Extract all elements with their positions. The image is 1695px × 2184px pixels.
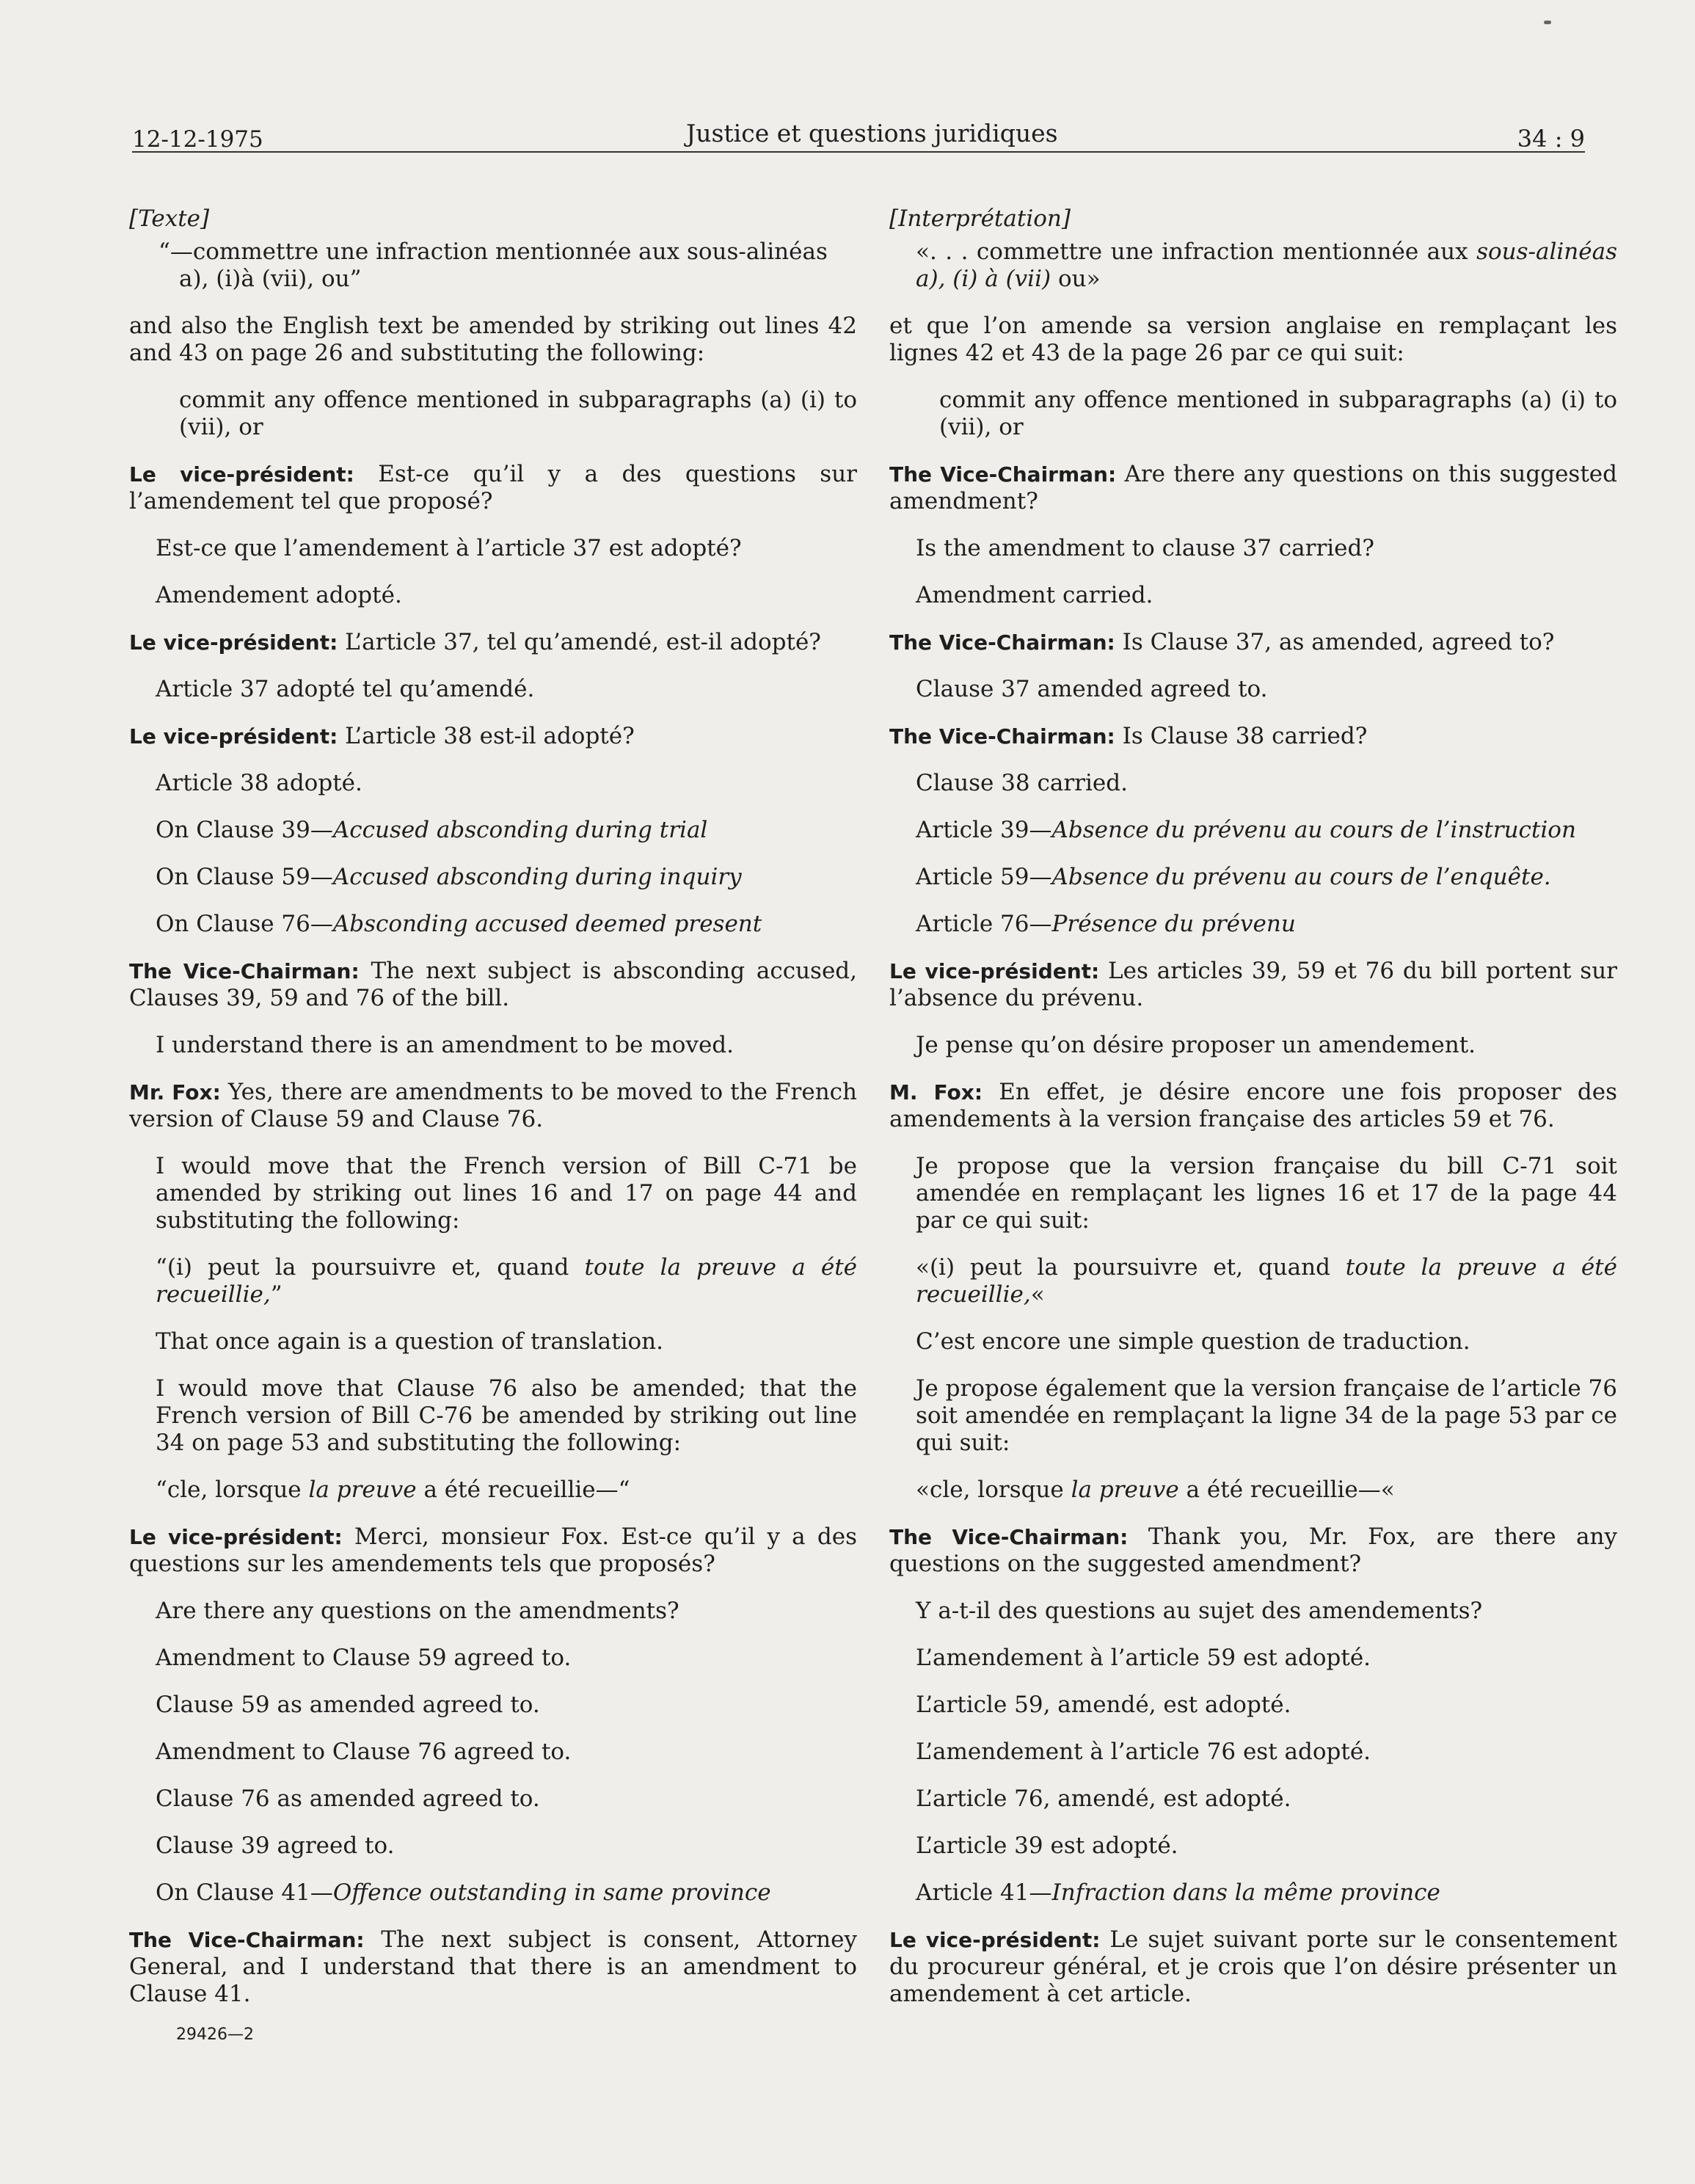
speaker-paragraph: Le vice-président: Est-ce qu’il y a des questions sur l’amendement tel que proposé? <box>129 461 857 514</box>
paragraph: L’amendement à l’article 76 est adopté. <box>916 1739 1371 1765</box>
speaker-name: The Vice-Chairman: <box>129 1928 365 1952</box>
quoted-text: «(i) peut la poursuivre et, quand toute la preuve a été recueillie,« <box>916 1254 1617 1308</box>
paragraph: I understand there is an amendment to be moved. <box>156 1032 734 1058</box>
paragraph: Clause 39 agreed to. <box>156 1832 395 1859</box>
paragraph: Amendment to Clause 76 agreed to. <box>156 1739 572 1765</box>
speaker-name: Le vice-président: <box>129 630 338 655</box>
quoted-text: “—commettre une infraction mentionnée aux sous-alinéas a), (i)à (vii), ou” <box>158 239 828 292</box>
paragraph: That once again is a question of translation. <box>156 1328 663 1355</box>
paragraph: et que l’on amende sa version anglaise en remplaçant les lignes 42 et 43 de la page 26 par ce qui suit: <box>889 313 1617 366</box>
paragraph: C’est encore une simple question de traduction. <box>916 1328 1470 1355</box>
speaker-paragraph: M. Fox: En effet, je désire encore une fois proposer des amendements à la version française des articles 59 et 76. <box>889 1079 1618 1132</box>
paragraph: Clause 76 as amended agreed to. <box>156 1786 540 1812</box>
right-column <box>889 205 1617 2028</box>
paragraph: Je propose également que la version française de l’article 76 soit amendée en remplaçant la ligne 34 de la page 53 par ce qui suit: <box>916 1375 1617 1456</box>
header-page-number: 34 : 9 <box>1517 125 1585 153</box>
speaker-name: The Vice-Chairman: <box>129 959 360 983</box>
speaker-name: The Vice-Chairman: <box>889 630 1115 655</box>
speaker-name: Le vice-président: <box>889 959 1100 983</box>
paragraph: Y a-t-il des questions au sujet des amendements? <box>916 1598 1483 1624</box>
quoted-text: “(i) peut la poursuivre et, quand toute la preuve a été recueillie,” <box>156 1254 858 1308</box>
quoted-text: commit any offence mentioned in subparagraphs (a) (i) to (vii), or <box>179 387 857 440</box>
paragraph: Are there any questions on the amendments? <box>156 1598 679 1624</box>
paragraph: L’article 76, amendé, est adopté. <box>916 1786 1291 1812</box>
page-speck <box>1544 21 1551 24</box>
paragraph: Clause 37 amended agreed to. <box>916 676 1268 702</box>
speaker-paragraph: Mr. Fox: Yes, there are amendments to be moved to the French version of Clause 59 and Clause 76. <box>129 1079 857 1132</box>
header-rule <box>132 151 1585 153</box>
speaker-paragraph: Le vice-président: Les articles 39, 59 et 76 du bill portent sur l’absence du prévenu. <box>889 958 1617 1011</box>
paragraph: Is the amendment to clause 37 carried? <box>916 535 1374 561</box>
quoted-text: «cle, lorsque la preuve a été recueillie—« <box>916 1477 1395 1503</box>
paragraph: L’article 39 est adopté. <box>916 1832 1178 1859</box>
speaker-name: Le vice-président: <box>129 462 354 487</box>
speaker-name: Le vice-président: <box>889 1928 1101 1952</box>
clause-heading: Article 41—Infraction dans la même province <box>916 1879 1440 1906</box>
header-date: 12-12-1975 <box>132 126 263 153</box>
speaker-name: The Vice-Chairman: <box>889 724 1115 749</box>
paragraph: Amendment carried. <box>916 582 1153 608</box>
paragraph: Clause 59 as amended agreed to. <box>156 1692 540 1718</box>
speaker-paragraph: The Vice-Chairman: The next subject is absconding accused, Clauses 39, 59 and 76 of the bill. <box>129 958 857 1011</box>
paragraph: and also the English text be amended by striking out lines 42 and 43 on page 26 and substituting the following: <box>129 313 857 366</box>
paragraph: Article 38 adopté. <box>156 770 362 796</box>
clause-heading: On Clause 39—Accused absconding during trial <box>156 817 708 843</box>
speaker-name: Mr. Fox: <box>129 1080 221 1104</box>
speaker-name: The Vice-Chairman: <box>889 462 1117 487</box>
paragraph: Clause 38 carried. <box>916 770 1128 796</box>
clause-heading: On Clause 41—Offence outstanding in same province <box>156 1879 771 1906</box>
section-tag: [Texte] <box>129 205 210 232</box>
paragraph: Je pense qu’on désire proposer un amendement. <box>916 1032 1476 1058</box>
speaker-paragraph: Le vice-président: L’article 38 est-il adopté? <box>129 723 635 749</box>
header-title: Justice et questions juridiques <box>686 119 1058 148</box>
speaker-paragraph: Le vice-président: L’article 37, tel qu’amendé, est-il adopté? <box>129 629 821 655</box>
clause-heading: Article 76—Présence du prévenu <box>916 911 1296 937</box>
paragraph: L’article 59, amendé, est adopté. <box>916 1692 1291 1718</box>
section-tag: [Interprétation] <box>889 205 1071 232</box>
page-header <box>132 119 1585 153</box>
speaker-name: The Vice-Chairman: <box>889 1525 1129 1549</box>
clause-heading: On Clause 76—Absconding accused deemed present <box>156 911 762 937</box>
clause-heading: Article 59—Absence du prévenu au cours de l’enquête. <box>916 864 1551 890</box>
speaker-paragraph: The Vice-Chairman: Is Clause 38 carried? <box>889 723 1368 749</box>
speaker-paragraph: The Vice-Chairman: Is Clause 37, as amended, agreed to? <box>889 629 1555 655</box>
quoted-text: commit any offence mentioned in subparagraphs (a) (i) to (vii), or <box>939 387 1617 440</box>
paragraph: L’amendement à l’article 59 est adopté. <box>916 1645 1371 1671</box>
speaker-paragraph: The Vice-Chairman: Are there any questions on this suggested amendment? <box>889 461 1617 514</box>
quoted-text: “cle, lorsque la preuve a été recueillie—“ <box>156 1477 630 1503</box>
paragraph: Est-ce que l’amendement à l’article 37 est adopté? <box>156 535 742 561</box>
clause-heading: On Clause 59—Accused absconding during inquiry <box>156 864 742 890</box>
quoted-text: «. . . commettre une infraction mentionnée aux sous-alinéas a), (i) à (vii) ou» <box>916 239 1617 292</box>
speaker-paragraph: The Vice-Chairman: The next subject is consent, Attorney General, and I understand that there is an amendment to Clause 41. <box>129 1926 857 2007</box>
speaker-paragraph: The Vice-Chairman: Thank you, Mr. Fox, are there any questions on the suggested amendment? <box>889 1524 1617 1577</box>
paragraph: Amendement adopté. <box>156 582 402 608</box>
paragraph: Je propose que la version française du bill C-71 soit amendée en remplaçant les lignes 16 et 17 de la page 44 par ce qui suit: <box>916 1153 1617 1234</box>
speaker-name: Le vice-président: <box>129 1525 343 1549</box>
paragraph: I would move that Clause 76 also be amended; that the French version of Bill C-76 be amended by striking out line 34 on page 53 and substituting the following: <box>156 1375 857 1456</box>
speaker-name: Le vice-président: <box>129 724 338 749</box>
speaker-paragraph: Le vice-président: Merci, monsieur Fox. Est-ce qu’il y a des questions sur les amendements tels que proposés? <box>129 1524 857 1577</box>
left-column <box>129 205 857 2028</box>
speaker-paragraph: Le vice-président: Le sujet suivant porte sur le consentement du procureur général, et je crois que l’on désire présenter un amendement à cet article. <box>889 1926 1617 2007</box>
paragraph: Article 37 adopté tel qu’amendé. <box>156 676 535 702</box>
paragraph: Amendment to Clause 59 agreed to. <box>156 1645 572 1671</box>
speaker-name: M. Fox: <box>889 1080 983 1104</box>
clause-heading: Article 39—Absence du prévenu au cours de l’instruction <box>916 817 1576 843</box>
footer-code: 29426—2 <box>176 2025 254 2044</box>
paragraph: I would move that the French version of Bill C-71 be amended by striking out lines 16 and 17 on page 44 and substituting the following: <box>156 1153 857 1234</box>
